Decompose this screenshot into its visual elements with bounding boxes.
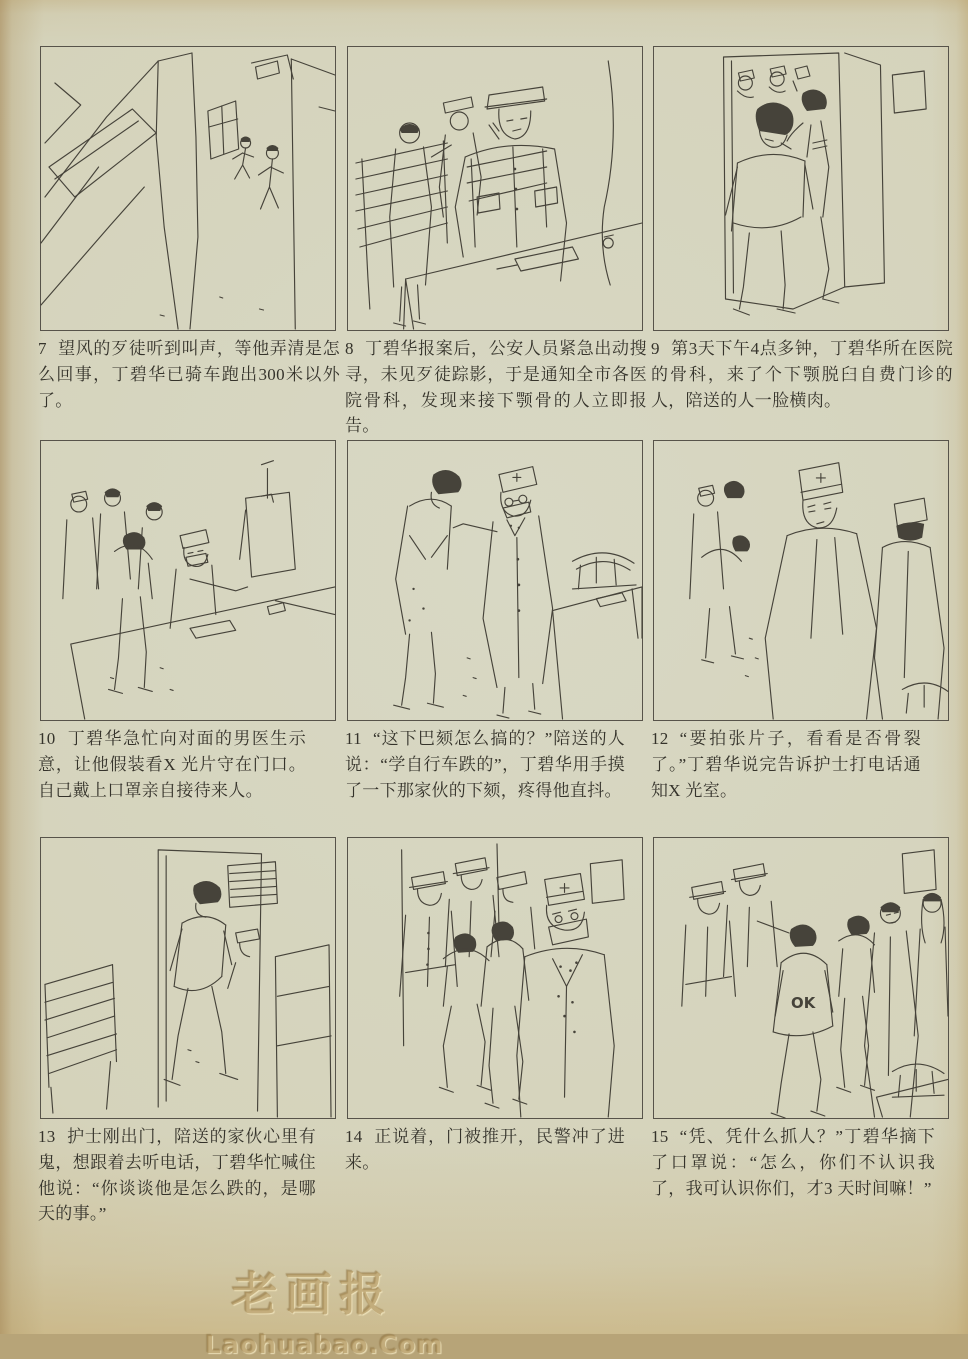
curtain <box>602 61 613 285</box>
comic-panel-7 <box>40 46 336 331</box>
comic-panel-15 <box>653 837 949 1119</box>
caption-9 <box>651 336 953 413</box>
caption-14 <box>345 1124 625 1176</box>
desk <box>553 587 642 719</box>
panel-10-illustration <box>41 441 335 720</box>
floor-speckles <box>188 1050 199 1063</box>
cabinet-right <box>275 945 331 1117</box>
comic-panel-11 <box>347 440 643 721</box>
woman-long-hair <box>914 893 948 1036</box>
caption-text: 护士刚出门，陪送的家伙心里有鬼，想跟着去听电话，丁碧华忙喊住他说：“你谈谈他是怎么跌的，是哪天的事。” <box>38 1127 316 1224</box>
caption-text: 望风的歹徒听到叫声，等他弄清是怎么回事，丁碧华已骑车跑出300米以外了。 <box>38 339 340 410</box>
man-holding-jaw <box>726 102 813 315</box>
caption-11 <box>345 726 625 803</box>
comic-panel-8 <box>347 46 643 331</box>
fleeing-figure-small <box>233 137 254 180</box>
panel-number: 15 <box>651 1127 669 1146</box>
panel-number: 11 <box>345 729 362 748</box>
figure-behind-door <box>228 929 260 988</box>
sweater-text: OK <box>791 994 816 1013</box>
caption-text: 丁碧华报案后，公安人员紧急出动搜寻，未见歹徒踪影，于是通知全市各医院骨科，发现来接下颚骨的人立即报告。 <box>345 339 647 436</box>
panel-15-illustration <box>654 838 948 1118</box>
door-frame <box>724 53 927 309</box>
medical-cross-icon <box>816 474 825 483</box>
masked-receptionist <box>170 530 247 629</box>
panel-number: 8 <box>345 339 354 358</box>
panel-7-illustration <box>41 47 335 330</box>
masked-doctor <box>453 467 552 718</box>
panel-9-illustration <box>654 47 948 330</box>
suspect-ok-sweater <box>771 925 833 1118</box>
nurses-in-background <box>737 66 810 97</box>
caption-15 <box>651 1124 935 1201</box>
bench-left <box>45 965 117 1113</box>
watermark <box>205 1258 444 1359</box>
panel-number: 13 <box>38 1127 56 1146</box>
panel-number: 14 <box>345 1127 363 1146</box>
panel-12-illustration <box>654 441 948 720</box>
patient-suspect <box>394 470 462 709</box>
police-officer-1 <box>400 872 458 997</box>
chair-and-desk <box>876 1064 948 1117</box>
comic-panel-10 <box>40 440 336 721</box>
panel-14-illustration <box>348 838 642 1118</box>
companion-behind <box>787 89 839 303</box>
chair-bottom-right <box>902 683 948 713</box>
comic-panel-13 <box>40 837 336 1119</box>
police-officer-1 <box>682 882 736 1007</box>
chair <box>572 553 638 638</box>
counter-desk <box>71 587 335 719</box>
panel-number: 12 <box>651 729 669 748</box>
panel-11-illustration <box>348 441 642 720</box>
caption-10 <box>38 726 306 803</box>
floor-speckles <box>111 668 174 691</box>
caption-text: 正说着，门被推开，民警冲了进来。 <box>345 1127 625 1172</box>
caption-8 <box>345 336 647 439</box>
caption-text: 第3天下午4点多钟，丁碧华所在医院的骨科，来了个下颚脱臼自费门诊的人，陪送的人一脸横肉。 <box>651 339 953 410</box>
floor-speckles <box>745 638 758 676</box>
alley-buildings <box>41 53 335 329</box>
comic-panel-14 <box>347 837 643 1119</box>
nurse-front <box>765 463 876 719</box>
panel-number: 7 <box>38 339 47 358</box>
crouching-suspect-1 <box>439 933 491 1092</box>
panel-13-illustration <box>41 838 335 1118</box>
hanging-coat-rack <box>240 461 296 577</box>
crouching-suspect-2 <box>481 922 529 1109</box>
caption-7 <box>38 336 340 413</box>
watermark-logo-text: 老画报 <box>231 1267 394 1321</box>
panel-number: 10 <box>38 729 56 748</box>
medical-cross-icon <box>560 884 569 893</box>
sneaking-man <box>164 881 237 1085</box>
group-of-visitors <box>63 488 162 693</box>
panel-8-illustration <box>348 47 642 330</box>
caption-13 <box>38 1124 316 1227</box>
fleeing-figure-large <box>259 145 284 209</box>
floor-speckles <box>463 658 476 696</box>
medical-cross-icon <box>513 474 521 482</box>
caption-text: 丁碧华急忙向对面的男医生示意，让他假装看X 光片守在门口。自己戴上口罩亲自接待来人。 <box>38 729 306 800</box>
desk <box>404 223 642 329</box>
panel-number: 9 <box>651 339 660 358</box>
waiting-benches <box>356 141 547 309</box>
comic-panel-9 <box>653 46 949 331</box>
suspect-second <box>837 916 875 1093</box>
caption-text: “这下巴颏怎么搞的？”陪送的人说：“学自行车跌的”，丁碧华用手摸了一下那家伙的下颏，疼得他直抖。 <box>345 729 625 800</box>
caption-text: “凭、凭什么抓人？”丁碧华摘下了口罩说：“怎么，你们不认识我了，我可认识你们，才3 天时间嘛！” <box>651 1127 935 1198</box>
caption-text: “要拍张片子，看看是否骨裂了。”丁碧华说完告诉护士打电话通知X 光室。 <box>651 729 921 800</box>
background-figures <box>690 481 750 663</box>
doctor-unmasked <box>865 902 919 1117</box>
wall-frame <box>902 850 936 894</box>
watermark-url-text: Laohuabao.Com <box>205 1330 444 1359</box>
police-officer-2 <box>724 864 790 977</box>
police-officer-small <box>431 97 481 217</box>
comic-panel-12 <box>653 440 949 721</box>
caption-12 <box>651 726 921 803</box>
civilian-back-view <box>390 123 432 326</box>
